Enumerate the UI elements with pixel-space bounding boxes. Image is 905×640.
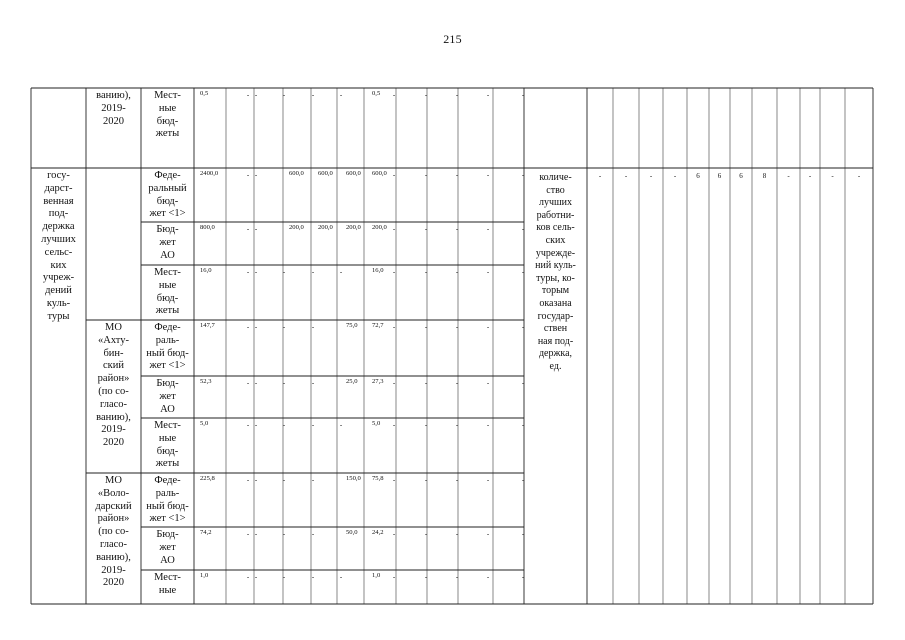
year-value-cell: - xyxy=(455,225,459,233)
year-value-cell: - xyxy=(486,573,490,581)
year-value-cell: - xyxy=(486,476,490,484)
year-value-cell: - xyxy=(521,476,525,484)
year-value-cell: 0,5 xyxy=(372,90,381,97)
year-value-cell: 25,0 xyxy=(346,378,358,385)
year-value-cell: - xyxy=(392,476,396,484)
funding-source-cell: Бюд- жет АО xyxy=(156,378,179,415)
year-value-cell: - xyxy=(246,323,250,331)
year-value-cell: - xyxy=(282,573,286,581)
year-value-cell: - xyxy=(246,225,250,233)
total-cell: 225,8 xyxy=(200,475,215,482)
year-value-cell: - xyxy=(455,573,459,581)
year-value-cell: - xyxy=(282,323,286,331)
indicator-value-cell: - xyxy=(673,172,677,180)
year-value-cell: - xyxy=(455,171,459,179)
year-value-cell: - xyxy=(486,379,490,387)
page-number: 215 xyxy=(443,32,462,46)
year-value-cell: - xyxy=(254,476,258,484)
year-value-cell: 24,2 xyxy=(372,529,384,536)
year-value-cell: - xyxy=(455,268,459,276)
year-value-cell: - xyxy=(424,379,428,387)
year-value-cell: 27,3 xyxy=(372,378,384,385)
year-value-cell: 600,0 xyxy=(346,170,361,177)
indicator-value-cell: 6 xyxy=(739,172,743,180)
year-value-cell: - xyxy=(246,171,250,179)
year-value-cell: - xyxy=(455,91,459,99)
year-value-cell: - xyxy=(254,225,258,233)
year-value-cell: 150,0 xyxy=(346,475,361,482)
year-value-cell: - xyxy=(246,530,250,538)
executor-cell: МО «Воло- дарский район» (по со- гласо- ванию), 2019- 2020 xyxy=(95,475,132,589)
year-value-cell: - xyxy=(486,225,490,233)
funding-source-cell: Мест- ные xyxy=(154,572,181,596)
indicator-value-cell: - xyxy=(649,172,653,180)
total-cell: 52,3 xyxy=(200,378,212,385)
year-value-cell: - xyxy=(486,323,490,331)
funding-source-cell: Бюд- жет АО xyxy=(156,529,179,566)
year-value-cell: - xyxy=(424,225,428,233)
year-value-cell: - xyxy=(521,530,525,538)
indicator-value-cell: 8 xyxy=(762,172,767,180)
year-value-cell: - xyxy=(455,530,459,538)
year-value-cell: - xyxy=(392,573,396,581)
total-cell: 800,0 xyxy=(200,224,215,231)
total-cell: 2400,0 xyxy=(200,170,219,177)
year-value-cell: - xyxy=(254,530,258,538)
funding-source-cell: Мест- ные бюд- жеты xyxy=(154,267,181,317)
year-value-cell: - xyxy=(246,268,250,276)
year-value-cell: 1,0 xyxy=(372,572,381,579)
year-value-cell: - xyxy=(254,268,258,276)
year-value-cell: - xyxy=(521,323,525,331)
year-value-cell: - xyxy=(246,379,250,387)
total-cell: 74,2 xyxy=(200,529,212,536)
year-value-cell: - xyxy=(254,421,258,429)
year-value-cell: - xyxy=(455,379,459,387)
indicator-value-cell: - xyxy=(808,172,812,180)
total-cell: 0,5 xyxy=(200,90,209,97)
year-value-cell: - xyxy=(282,268,286,276)
indicator-value-cell: 6 xyxy=(696,172,700,180)
executor-cell: МО «Ахту- бин- ский район» (по со- гласо- ванию), 2019- 2020 xyxy=(96,322,131,449)
year-value-cell: - xyxy=(246,476,250,484)
year-value-cell: - xyxy=(282,530,286,538)
year-value-cell: - xyxy=(392,91,396,99)
year-value-cell: - xyxy=(246,421,250,429)
year-value-cell: - xyxy=(424,476,428,484)
year-value-cell: - xyxy=(521,91,525,99)
year-value-cell: - xyxy=(311,379,315,387)
year-value-cell: 75,0 xyxy=(346,322,358,329)
total-cell: 1,0 xyxy=(200,572,209,579)
year-value-cell: - xyxy=(455,421,459,429)
total-cell: 147,7 xyxy=(200,322,215,329)
year-value-cell: - xyxy=(254,171,258,179)
year-value-cell: - xyxy=(392,530,396,538)
year-value-cell: 200,0 xyxy=(346,224,361,231)
year-value-cell: - xyxy=(521,573,525,581)
year-value-cell: - xyxy=(424,268,428,276)
funding-source-cell: Мест- ные бюд- жеты xyxy=(154,420,181,470)
year-value-cell: - xyxy=(392,323,396,331)
year-value-cell: - xyxy=(521,268,525,276)
year-value-cell: - xyxy=(339,421,343,429)
year-value-cell: - xyxy=(521,225,525,233)
year-value-cell: - xyxy=(339,268,343,276)
indicator-name-cell: количе- ство лучших работни- ков сель- ских учрежде- ний куль- туры, ко- торым оказана государ- ствен ная под- держка, ед. xyxy=(535,172,576,372)
year-value-cell: - xyxy=(311,323,315,331)
year-value-cell: - xyxy=(424,573,428,581)
year-value-cell: 600,0 xyxy=(289,170,304,177)
year-value-cell: - xyxy=(311,530,315,538)
year-value-cell: - xyxy=(521,171,525,179)
year-value-cell: - xyxy=(311,476,315,484)
year-value-cell: - xyxy=(339,573,343,581)
year-value-cell: - xyxy=(311,268,315,276)
year-value-cell: - xyxy=(254,573,258,581)
year-value-cell: - xyxy=(455,323,459,331)
year-value-cell: - xyxy=(424,91,428,99)
indicator-value-cell: - xyxy=(787,172,790,180)
year-value-cell: - xyxy=(311,421,315,429)
indicator-value-cell: - xyxy=(598,172,602,180)
year-value-cell: - xyxy=(486,171,490,179)
year-value-cell: 200,0 xyxy=(289,224,304,231)
year-value-cell: - xyxy=(392,171,396,179)
year-value-cell: - xyxy=(246,91,250,99)
year-value-cell: - xyxy=(424,323,428,331)
year-value-cell: - xyxy=(486,530,490,538)
year-value-cell: - xyxy=(392,379,396,387)
year-value-cell: 200,0 xyxy=(318,224,333,231)
year-value-cell: - xyxy=(311,91,315,99)
year-value-cell: - xyxy=(455,476,459,484)
executor-cell: ванию), 2019- 2020 xyxy=(96,90,131,127)
funding-source-cell: Бюд- жет АО xyxy=(156,224,179,261)
year-value-cell: 600,0 xyxy=(318,170,333,177)
year-value-cell: - xyxy=(246,573,250,581)
year-value-cell: - xyxy=(282,91,286,99)
year-value-cell: 200,0 xyxy=(372,224,387,231)
funding-source-cell: Феде- ральный бюд- жет <1> xyxy=(148,170,187,220)
year-value-cell: - xyxy=(486,421,490,429)
funding-source-cell: Феде- раль- ный бюд- жет <1> xyxy=(146,322,189,372)
year-value-cell: 600,0 xyxy=(372,170,387,177)
year-value-cell: - xyxy=(311,573,315,581)
year-value-cell: - xyxy=(339,91,343,99)
year-value-cell: - xyxy=(392,225,396,233)
year-value-cell: - xyxy=(392,421,396,429)
total-cell: 16,0 xyxy=(200,267,212,274)
year-value-cell: - xyxy=(521,379,525,387)
year-value-cell: - xyxy=(282,379,286,387)
indicator-value-cell: - xyxy=(831,172,834,180)
indicator-value-cell: - xyxy=(624,172,628,180)
year-value-cell: - xyxy=(254,323,258,331)
year-value-cell: 50,0 xyxy=(346,529,358,536)
year-value-cell: - xyxy=(424,171,428,179)
funding-source-cell: Мест- ные бюд- жеты xyxy=(154,90,181,140)
funding-source-cell: Феде- раль- ный бюд- жет <1> xyxy=(146,475,189,525)
year-value-cell: - xyxy=(282,421,286,429)
year-value-cell: - xyxy=(521,421,525,429)
total-cell: 5,0 xyxy=(200,420,209,427)
year-value-cell: - xyxy=(424,530,428,538)
year-value-cell: - xyxy=(254,91,258,99)
year-value-cell: - xyxy=(486,268,490,276)
year-value-cell: - xyxy=(254,379,258,387)
year-value-cell: - xyxy=(282,476,286,484)
indicator-value-cell: 6 xyxy=(717,172,722,180)
year-value-cell: - xyxy=(424,421,428,429)
year-value-cell: 5,0 xyxy=(372,420,381,427)
year-value-cell: 16,0 xyxy=(372,267,384,274)
year-value-cell: - xyxy=(392,268,396,276)
year-value-cell: 75,8 xyxy=(372,475,384,482)
measure-name-cell: госу- дарст- венная под- держка лучших сельс- ких учреж- дений куль- туры xyxy=(41,170,76,322)
year-value-cell: - xyxy=(486,91,490,99)
year-value-cell: 72,7 xyxy=(372,322,384,329)
indicator-value-cell: - xyxy=(857,172,861,180)
